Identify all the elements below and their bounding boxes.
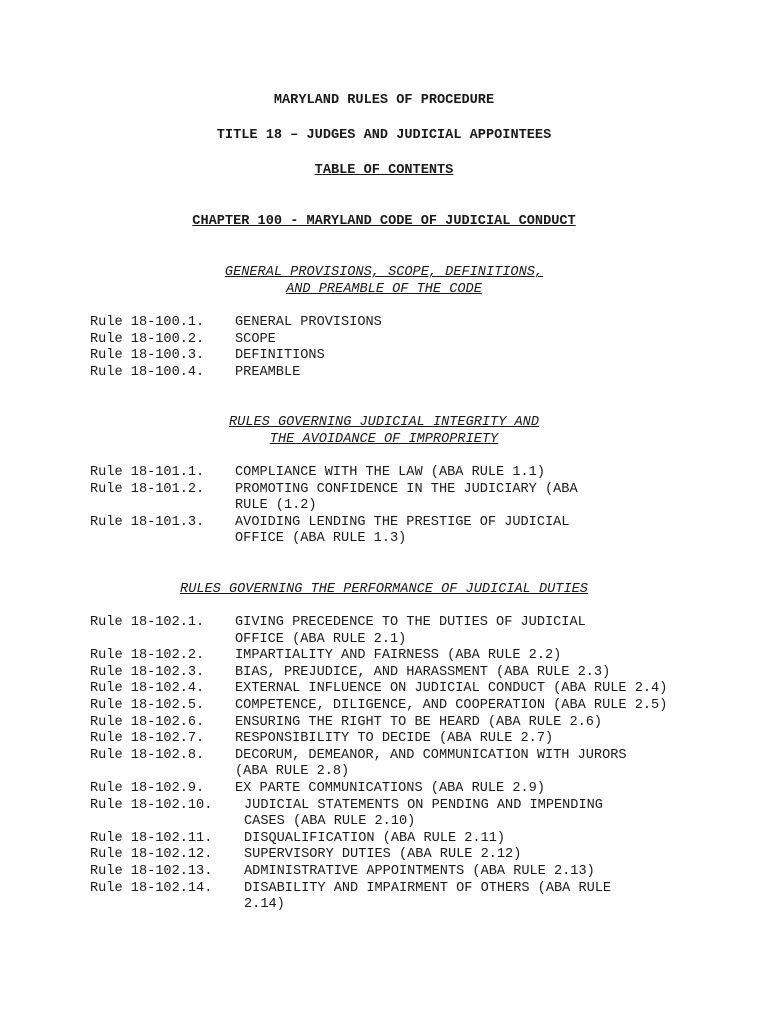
rule-number: Rule 18-102.9.	[90, 780, 205, 796]
toc-entry[interactable]	[90, 881, 667, 914]
toc-entry[interactable]	[90, 847, 667, 864]
rule-title: AVOIDING LENDING THE PRESTIGE OF JUDICIAL OFFICE (ABA RULE 1.3)	[235, 514, 570, 547]
rule-title: RESPONSIBILITY TO DECIDE (ABA RULE 2.7)	[235, 731, 554, 747]
rule-number: Rule 18-102.3.	[90, 664, 205, 680]
rule-number: Rule 18-102.1.	[90, 615, 205, 630]
toc-entry[interactable]	[90, 715, 667, 732]
rule-title: COMPETENCE, DILIGENCE, AND COOPERATION (ABA RULE 2.5)	[235, 697, 668, 713]
toc-entry[interactable]	[90, 731, 667, 748]
rule-number: Rule 18-102.11.	[90, 830, 213, 846]
rule-number: Rule 18-101.1.	[90, 465, 205, 480]
section-title-general-line2: AND PREAMBLE OF THE CODE	[286, 282, 482, 297]
rule-number: Rule 18-102.12.	[90, 847, 213, 863]
toc-entry[interactable]	[90, 831, 667, 848]
toc-entry[interactable]	[90, 748, 667, 781]
rule-title: GIVING PRECEDENCE TO THE DUTIES OF JUDICIAL OFFICE (ABA RULE 2.1)	[235, 615, 586, 647]
rule-title: EXTERNAL INFLUENCE ON JUDICIAL CONDUCT (ABA RULE 2.4)	[235, 681, 668, 697]
toc-entry[interactable]	[90, 781, 667, 798]
toc-heading-text: TABLE OF CONTENTS	[314, 163, 454, 178]
rule-number: Rule 18-100.4.	[90, 364, 205, 380]
toc-entry[interactable]	[90, 332, 382, 349]
chapter-heading	[0, 214, 768, 231]
chapter-heading-text: CHAPTER 100 - MARYLAND CODE OF JUDICIAL CONDUCT	[192, 214, 576, 229]
toc-entry[interactable]	[90, 615, 667, 648]
rule-title: SUPERVISORY DUTIES (ABA RULE 2.12)	[244, 847, 522, 863]
rule-title: IMPARTIALITY AND FAIRNESS (ABA RULE 2.2)	[235, 648, 562, 664]
toc-entry[interactable]	[90, 698, 667, 715]
rule-title: BIAS, PREJUDICE, AND HARASSMENT (ABA RULE 2.3)	[235, 664, 611, 680]
rule-number: Rule 18-102.6.	[90, 714, 205, 730]
rule-number: Rule 18-102.5.	[90, 697, 205, 713]
rule-title: JUDICIAL STATEMENTS ON PENDING AND IMPENDING CASES (ABA RULE 2.10)	[244, 797, 603, 830]
rule-title: COMPLIANCE WITH THE LAW (ABA RULE 1.1)	[235, 465, 545, 480]
toc-entry[interactable]	[90, 348, 382, 365]
section-title-integrity-line1: RULES GOVERNING JUDICIAL INTEGRITY AND	[229, 415, 539, 430]
toc-entry[interactable]	[90, 315, 382, 332]
toc-entry[interactable]	[90, 864, 667, 881]
toc-entry[interactable]	[90, 665, 667, 682]
rule-title: ENSURING THE RIGHT TO BE HEARD (ABA RULE 2.6)	[235, 714, 603, 730]
rule-number: Rule 18-102.13.	[90, 863, 213, 879]
rule-number: Rule 18-102.2.	[90, 648, 205, 664]
rule-number: Rule 18-102.10.	[90, 797, 213, 813]
rule-number: Rule 18-100.3.	[90, 348, 205, 364]
rule-number: Rule 18-102.8.	[90, 747, 205, 763]
rule-number: Rule 18-101.2.	[90, 481, 205, 497]
rule-title: GENERAL PROVISIONS	[235, 315, 382, 330]
rule-number: Rule 18-102.7.	[90, 731, 205, 747]
rule-list-general	[90, 315, 382, 381]
rule-title: ADMINISTRATIVE APPOINTMENTS (ABA RULE 2.13)	[244, 863, 595, 879]
rule-title: PREAMBLE	[235, 364, 301, 380]
toc-entry[interactable]	[90, 365, 382, 382]
toc-entry[interactable]	[90, 798, 667, 831]
rule-title: SCOPE	[235, 331, 276, 347]
rule-title: DISQUALIFICATION (ABA RULE 2.11)	[244, 830, 506, 846]
title-heading: TITLE 18 – JUDGES AND JUDICIAL APPOINTEES	[216, 128, 552, 143]
rule-title: PROMOTING CONFIDENCE IN THE JUDICIARY (ABA RULE (1.2)	[235, 481, 578, 514]
toc-entry[interactable]	[90, 482, 578, 515]
rule-title: DECORUM, DEMEANOR, AND COMMUNICATION WITH JURORS (ABA RULE 2.8)	[235, 747, 627, 780]
toc-entry[interactable]	[90, 681, 667, 698]
rule-title: DISABILITY AND IMPAIRMENT OF OTHERS (ABA RULE 2.14)	[244, 880, 612, 913]
section-title-integrity-line2: THE AVOIDANCE OF IMPROPRIETY	[269, 432, 499, 447]
document-title: MARYLAND RULES OF PROCEDURE	[273, 93, 495, 108]
rule-number: Rule 18-101.3.	[90, 514, 205, 530]
toc-entry[interactable]	[90, 515, 578, 548]
section-title-duties: RULES GOVERNING THE PERFORMANCE OF JUDICIAL DUTIES	[180, 582, 588, 597]
rule-number: Rule 18-100.1.	[90, 315, 205, 330]
section-title-general-line1: GENERAL PROVISIONS, SCOPE, DEFINITIONS,	[224, 265, 544, 280]
rule-title: EX PARTE COMMUNICATIONS (ABA RULE 2.9)	[235, 780, 545, 796]
toc-entry[interactable]	[90, 648, 667, 665]
toc-entry[interactable]	[90, 465, 578, 482]
rule-list-integrity	[90, 465, 578, 548]
toc-heading	[0, 163, 768, 180]
rule-number: Rule 18-100.2.	[90, 331, 205, 347]
rule-number: Rule 18-102.4.	[90, 681, 205, 697]
rule-title: DEFINITIONS	[235, 348, 325, 364]
rule-list-duties	[90, 615, 667, 914]
rule-number: Rule 18-102.14.	[90, 880, 213, 896]
